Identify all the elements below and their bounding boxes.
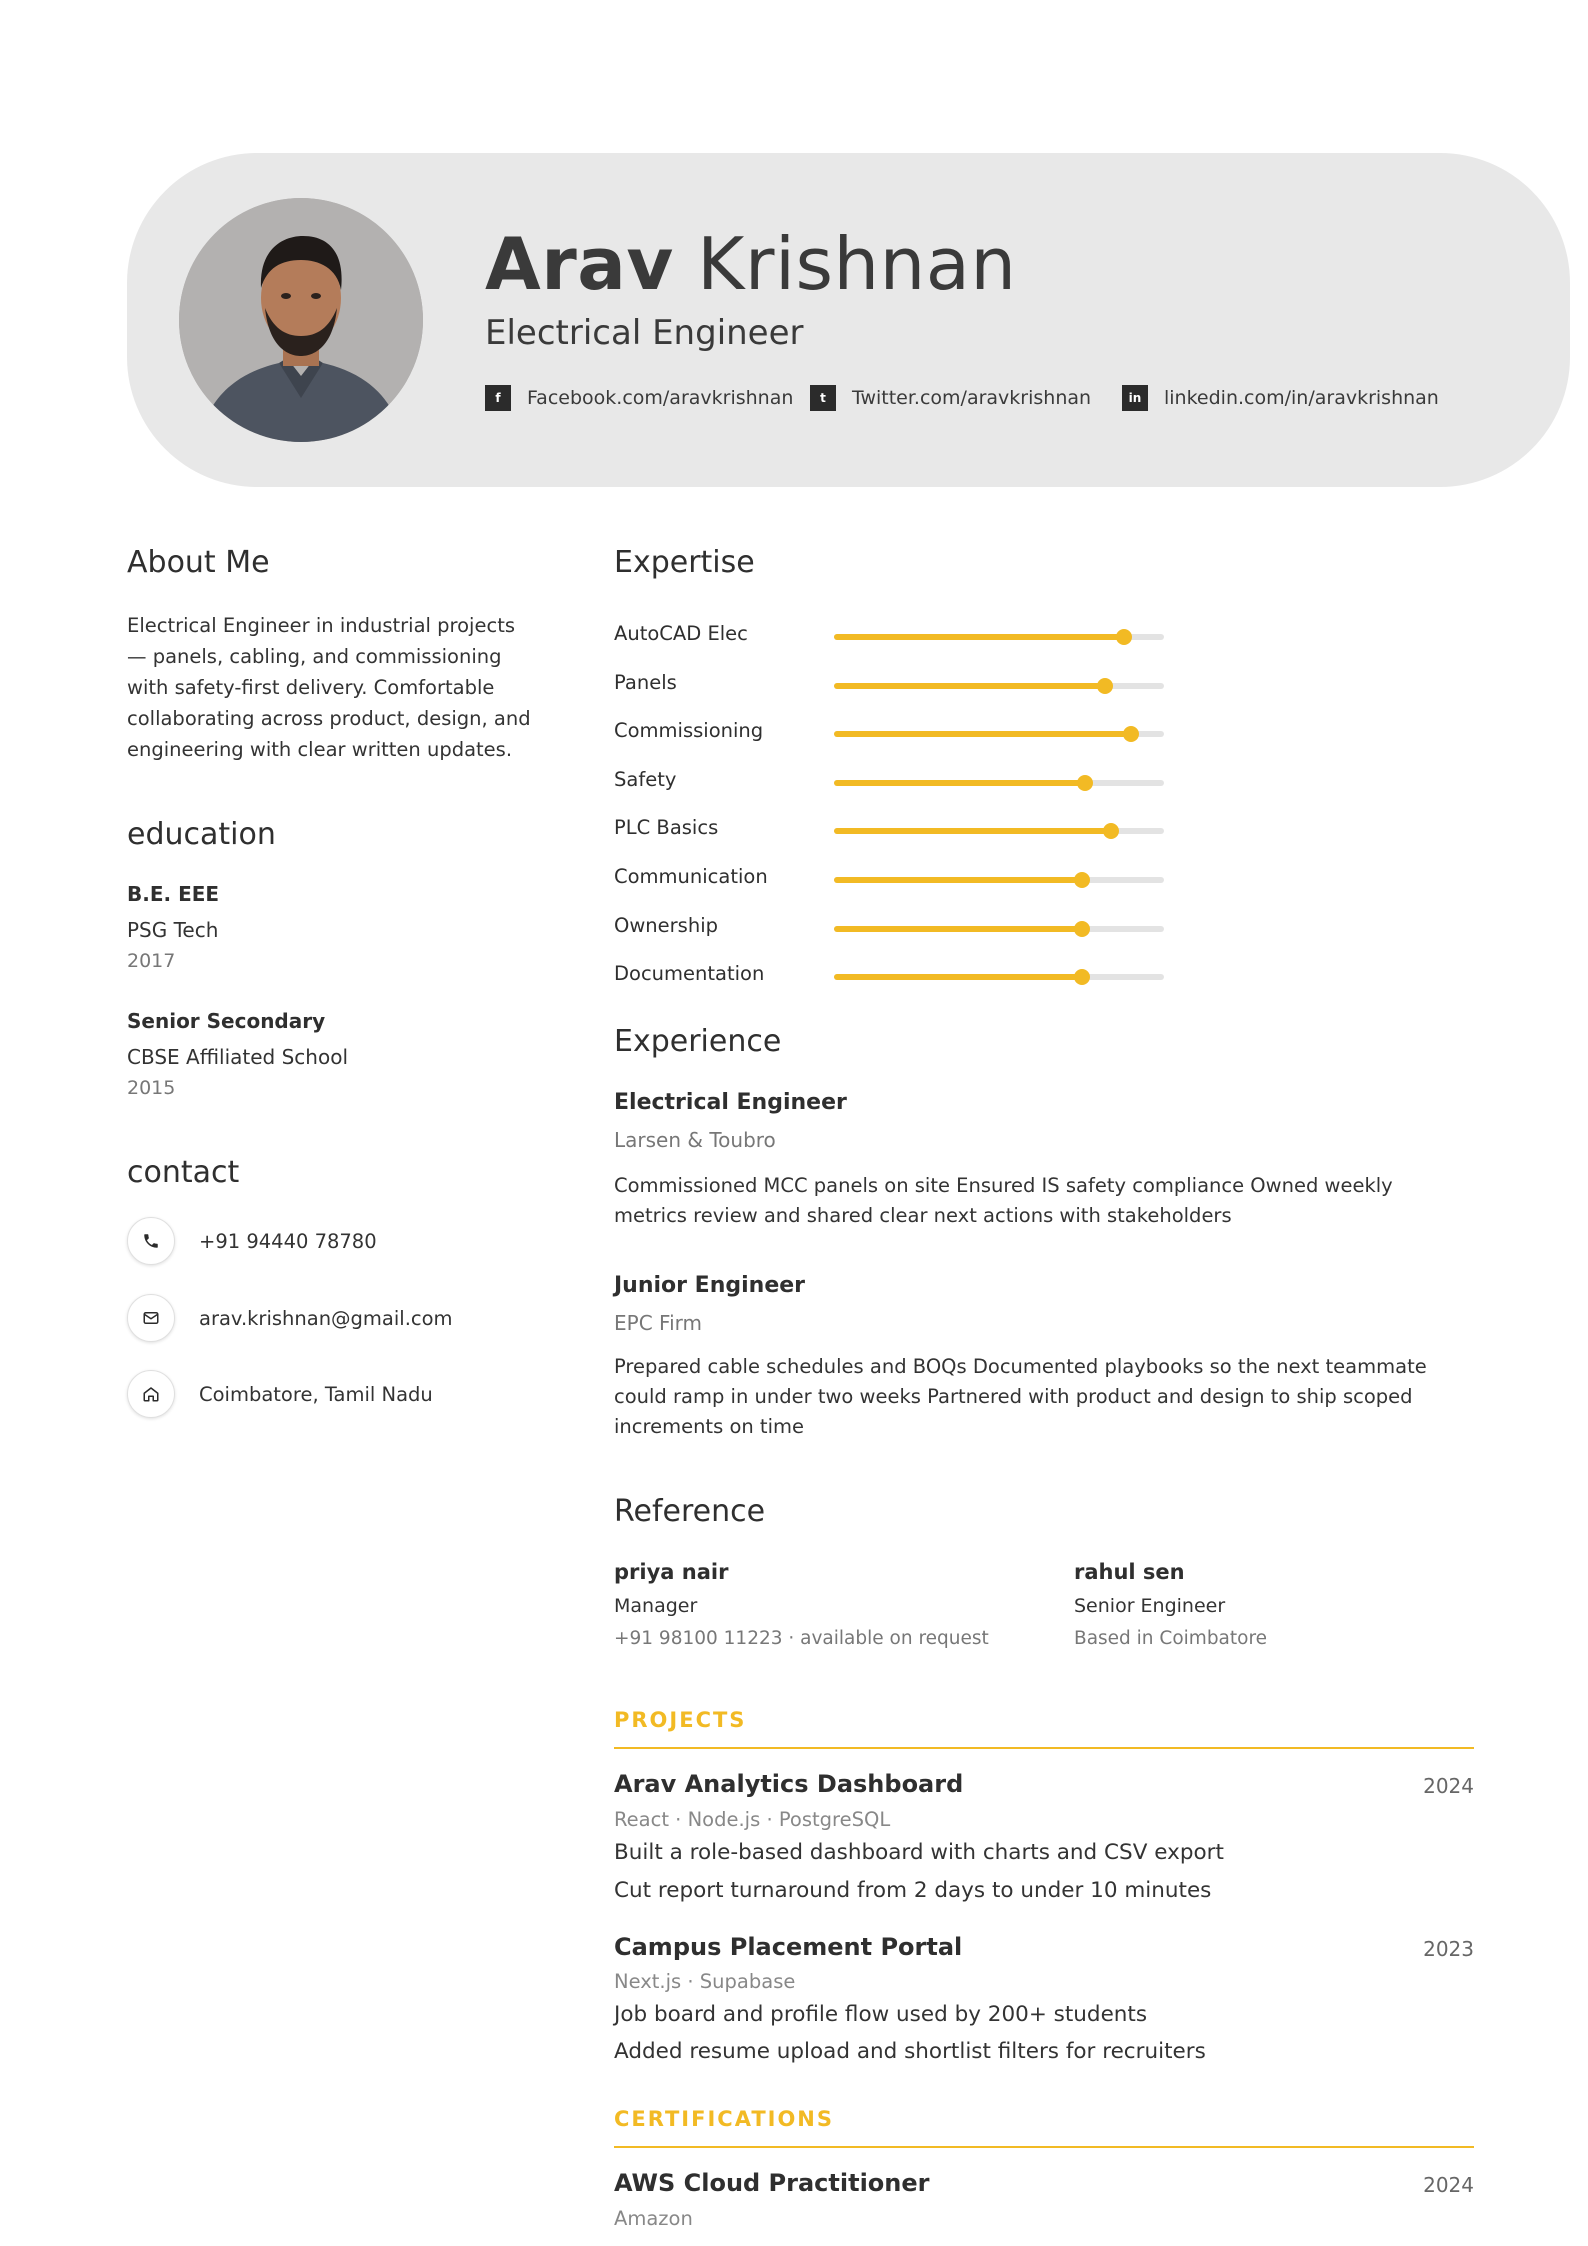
education-school: PSG Tech (127, 918, 219, 942)
skill-bar-fill (834, 780, 1085, 786)
experience-company: Larsen & Toubro (614, 1128, 776, 1152)
education-degree: B.E. EEE (127, 882, 220, 906)
contact-phone (127, 1217, 377, 1265)
last-name: Krishnan (697, 222, 1017, 306)
skill-label: AutoCAD Elec (614, 622, 748, 645)
reference-role: Manager (614, 1595, 698, 1617)
twitter-text: Twitter.com/aravkrishnan (852, 387, 1092, 409)
about-text: Electrical Engineer in industrial projects — panels, cabling, and commissioning with safety-first delivery. Comfortable collaborating across product, design, and engineering with clear written updates. (127, 614, 531, 761)
experience-title: Junior Engineer (614, 1273, 806, 1298)
facebook-text: Facebook.com/aravkrishnan (527, 387, 794, 409)
skill-label: Commissioning (614, 719, 764, 743)
location: Coimbatore, Tamil Nadu (199, 1382, 433, 1406)
skill-bar (834, 634, 1164, 640)
skill-label: Communication (614, 865, 768, 888)
full-name (485, 221, 1017, 307)
education-year: 2015 (127, 1077, 176, 1099)
job-title: Electrical Engineer (485, 313, 804, 353)
twitter-link[interactable] (810, 385, 1091, 411)
contact-heading: contact (127, 1155, 240, 1190)
education-year: 2017 (127, 950, 176, 972)
skill-bar (834, 780, 1164, 786)
experience-title: Electrical Engineer (614, 1090, 847, 1115)
certification-year: 2024 (1423, 2173, 1474, 2197)
skill-level-knob (1097, 678, 1113, 694)
skill-level-knob (1074, 969, 1090, 985)
linkedin-icon: in (1122, 385, 1148, 411)
skill-level-knob (1123, 726, 1139, 742)
phone-icon (127, 1217, 175, 1265)
reference-note: Based in Coimbatore (1074, 1628, 1268, 1649)
reference-note: +91 98100 11223 · available on request (614, 1628, 989, 1649)
contact-location (127, 1370, 433, 1418)
skill-bar (834, 974, 1164, 980)
project-title: Arav Analytics Dashboard (614, 1770, 964, 1798)
experience-description: Commissioned MCC panels on site Ensured IS safety compliance Owned weekly metrics review and shared clear next actions with stakeholders (614, 1174, 1393, 1227)
project-title: Campus Placement Portal (614, 1933, 963, 1961)
education-degree: Senior Secondary (127, 1009, 326, 1033)
skill-bar (834, 828, 1164, 834)
skill-label: Ownership (614, 913, 718, 937)
twitter-icon: t (810, 385, 836, 411)
skill-bar-fill (834, 683, 1105, 689)
first-name: Arav (485, 222, 674, 306)
experience-description: Prepared cable schedules and BOQs Documented playbooks so the next teammate could ramp in under two weeks Partnered with product and design to ship scoped increments on time (614, 1355, 1427, 1438)
project-year: 2023 (1423, 1937, 1474, 1961)
experience-heading: Experience (614, 1024, 782, 1059)
skill-label: Documentation (614, 962, 765, 986)
project-bullet: Added resume upload and shortlist filters for recruiters (614, 2039, 1206, 2064)
project-bullet: Job board and profile flow used by 200+ students (614, 2002, 1148, 2027)
home-icon (127, 1370, 175, 1418)
reference-role: Senior Engineer (1074, 1595, 1226, 1617)
reference-name: priya nair (614, 1560, 729, 1584)
skill-bar-fill (834, 634, 1124, 640)
skill-bar (834, 731, 1164, 737)
project-bullet: Built a role-based dashboard with charts and CSV export (614, 1840, 1224, 1865)
education-school: CBSE Affiliated School (127, 1045, 349, 1069)
skill-level-knob (1103, 823, 1119, 839)
skill-level-knob (1074, 872, 1090, 888)
project-year: 2024 (1423, 1774, 1474, 1798)
skill-bar-fill (834, 828, 1111, 834)
skill-level-knob (1116, 629, 1132, 645)
skill-bar-fill (834, 926, 1082, 932)
certifications-heading: CERTIFICATIONS (614, 2107, 835, 2131)
skill-bar-fill (834, 731, 1131, 737)
profile-photo (179, 198, 423, 442)
mail-icon (127, 1294, 175, 1342)
about-heading: About Me (127, 545, 270, 580)
reference-name: rahul sen (1074, 1560, 1185, 1584)
skill-bar-fill (834, 877, 1082, 883)
projects-divider (614, 1747, 1474, 1749)
reference-heading: Reference (614, 1494, 766, 1529)
project-tech: React · Node.js · PostgreSQL (614, 1808, 891, 1831)
facebook-icon: f (485, 385, 511, 411)
education-heading: education (127, 817, 276, 852)
certification-title: AWS Cloud Practitioner (614, 2169, 930, 2197)
profile-header (127, 153, 1570, 487)
experience-company: EPC Firm (614, 1311, 702, 1335)
skill-label: PLC Basics (614, 816, 719, 840)
contact-email (127, 1294, 453, 1342)
skill-bar (834, 877, 1164, 883)
skill-level-knob (1077, 775, 1093, 791)
skill-level-knob (1074, 921, 1090, 937)
phone-number: +91 94440 78780 (199, 1229, 377, 1253)
skill-bar (834, 926, 1164, 932)
skill-bar (834, 683, 1164, 689)
certification-issuer: Amazon (614, 2207, 693, 2230)
skill-bar-fill (834, 974, 1082, 980)
linkedin-link[interactable] (1122, 385, 1439, 411)
facebook-link[interactable] (485, 385, 793, 411)
certifications-divider (614, 2146, 1474, 2148)
skill-label: Panels (614, 670, 677, 694)
project-bullet: Cut report turnaround from 2 days to under 10 minutes (614, 1878, 1212, 1903)
linkedin-text: linkedin.com/in/aravkrishnan (1164, 387, 1439, 409)
skill-label: Safety (614, 767, 677, 791)
expertise-heading: Expertise (614, 545, 755, 580)
project-tech: Next.js · Supabase (614, 1970, 796, 1993)
projects-heading: PROJECTS (614, 1708, 747, 1732)
email-address: arav.krishnan@gmail.com (199, 1306, 453, 1330)
